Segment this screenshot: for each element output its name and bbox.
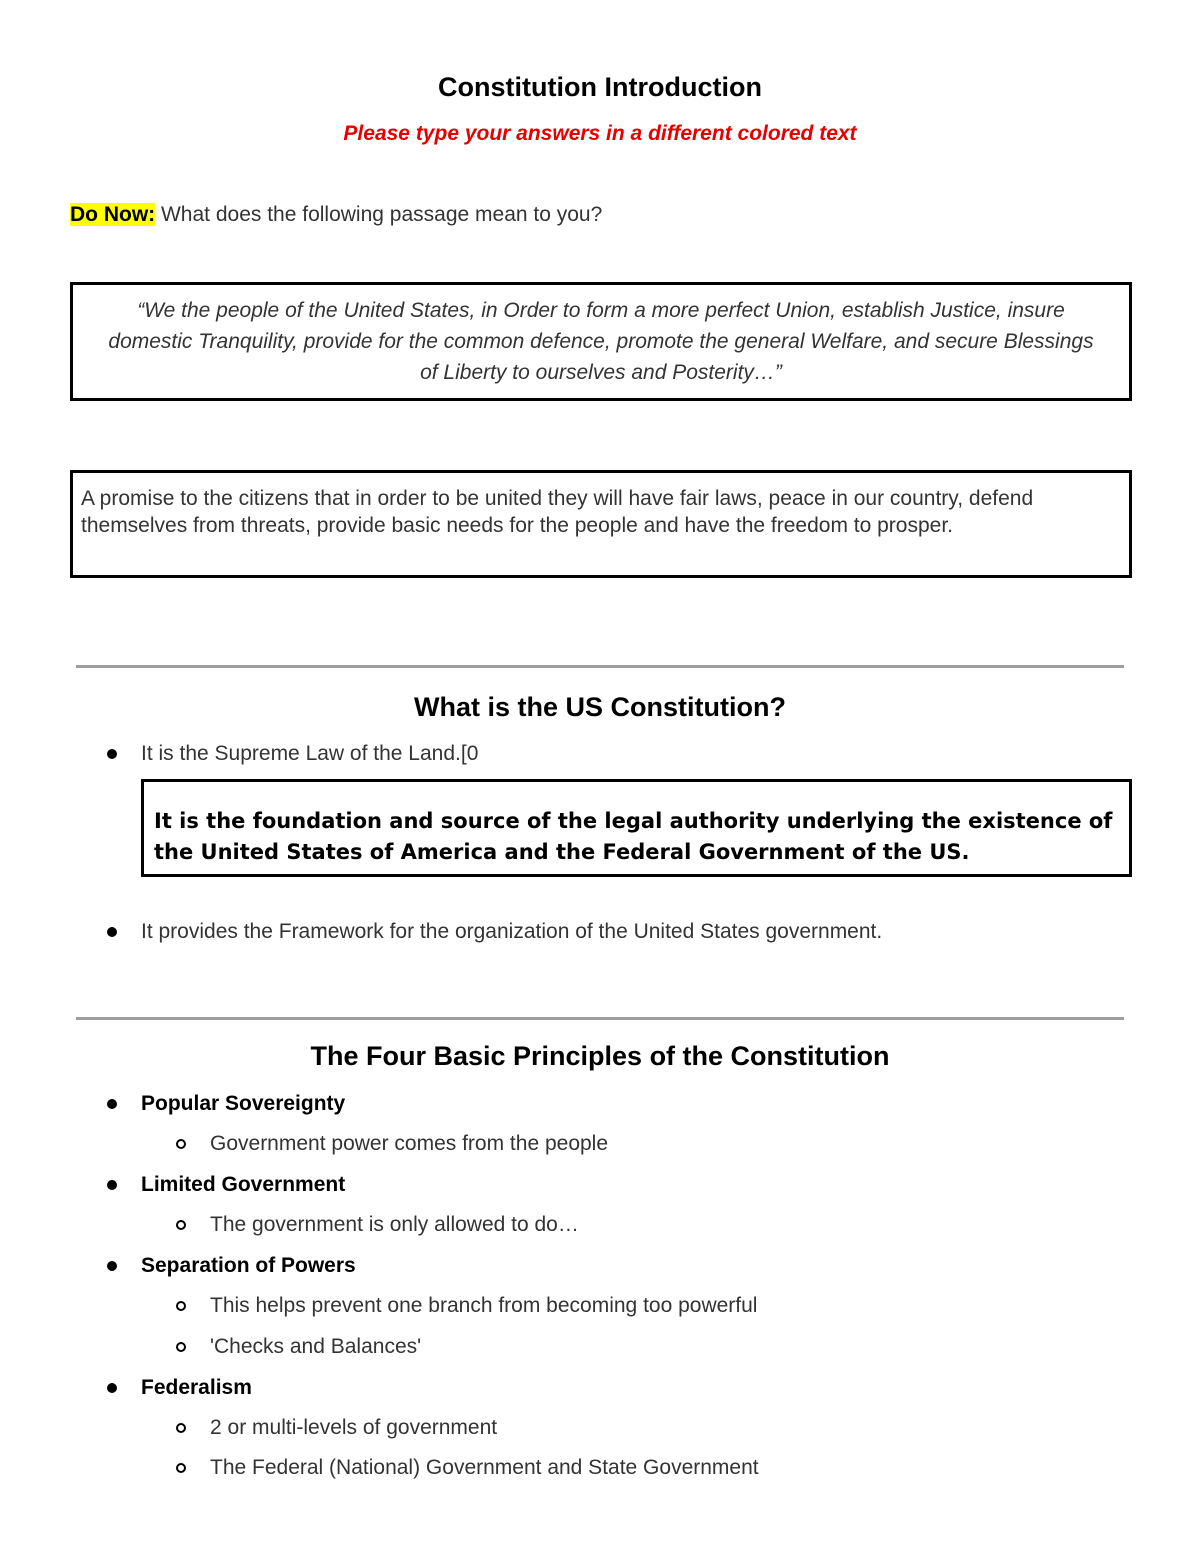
list-item-text: It is the Supreme Law of the Land.[0: [141, 742, 479, 765]
principle-detail-text: This helps prevent one branch from becoming too powerful: [210, 1294, 758, 1317]
section-heading-constitution: What is the US Constitution?: [414, 692, 786, 722]
answer-text[interactable]: A promise to the citizens that in order to be united they will have fair laws, peace in our country, defend themselves from threats, provide basic needs for the people and have the freedom to prosper.: [81, 487, 1034, 537]
principle-label: Separation of Powers: [141, 1254, 356, 1277]
definition-text: It is the foundation and source of the legal authority underlying the existence of the United States of America and the Federal Government of the US.: [154, 809, 1113, 864]
section-divider: [76, 665, 1124, 668]
principle-item: [107, 1376, 252, 1400]
principle-detail: [176, 1294, 757, 1318]
preamble-quote-box: [70, 282, 1132, 401]
bullet-icon: [107, 749, 117, 759]
principle-detail: [176, 1335, 421, 1359]
principle-detail-text: 'Checks and Balances': [210, 1335, 422, 1358]
section-heading-principles: The Four Basic Principles of the Constitution: [310, 1041, 890, 1071]
principle-item: [107, 1173, 345, 1197]
list-item: [107, 742, 478, 766]
list-item-text: It provides the Framework for the organization of the United States government.: [141, 920, 883, 943]
preamble-quote: “We the people of the United States, in Order to form a more perfect Union, establish Justice, insure domestic Tranquility, provide for the common defence, promote the general Welfare, and secure Blessings of Liberty to ourselves and Posterity…”: [108, 299, 1094, 384]
principle-detail-text: The government is only allowed to do…: [210, 1213, 579, 1236]
circle-bullet-icon: [176, 1463, 186, 1473]
principle-detail-text: The Federal (National) Government and State Government: [210, 1456, 759, 1479]
principle-label: Limited Government: [141, 1173, 346, 1196]
principle-detail: [176, 1456, 759, 1480]
do-now-line: [70, 203, 602, 227]
answer-box[interactable]: [70, 470, 1132, 578]
principle-label: Popular Sovereignty: [141, 1092, 346, 1115]
bullet-icon: [107, 1099, 117, 1109]
principle-item: [107, 1092, 345, 1116]
document-title: Constitution Introduction: [438, 72, 762, 102]
list-item: [107, 920, 882, 944]
bullet-icon: [107, 1383, 117, 1393]
principle-label: Federalism: [141, 1376, 252, 1399]
bullet-icon: [107, 1180, 117, 1190]
principle-detail-text: Government power comes from the people: [210, 1132, 609, 1155]
principle-detail: [176, 1213, 579, 1237]
section-divider: [76, 1017, 1124, 1020]
principle-item: [107, 1254, 356, 1278]
bullet-icon: [107, 927, 117, 937]
do-now-question: What does the following passage mean to you?: [155, 203, 603, 226]
principle-detail-text: 2 or multi-levels of government: [210, 1416, 498, 1439]
circle-bullet-icon: [176, 1220, 186, 1230]
circle-bullet-icon: [176, 1301, 186, 1311]
principle-detail: [176, 1416, 497, 1440]
circle-bullet-icon: [176, 1423, 186, 1433]
circle-bullet-icon: [176, 1342, 186, 1352]
principle-detail: [176, 1132, 608, 1156]
bullet-icon: [107, 1261, 117, 1271]
circle-bullet-icon: [176, 1139, 186, 1149]
definition-box: [141, 779, 1132, 877]
instruction-text: Please type your answers in a different colored text: [343, 122, 857, 145]
do-now-label: Do Now:: [70, 203, 156, 226]
